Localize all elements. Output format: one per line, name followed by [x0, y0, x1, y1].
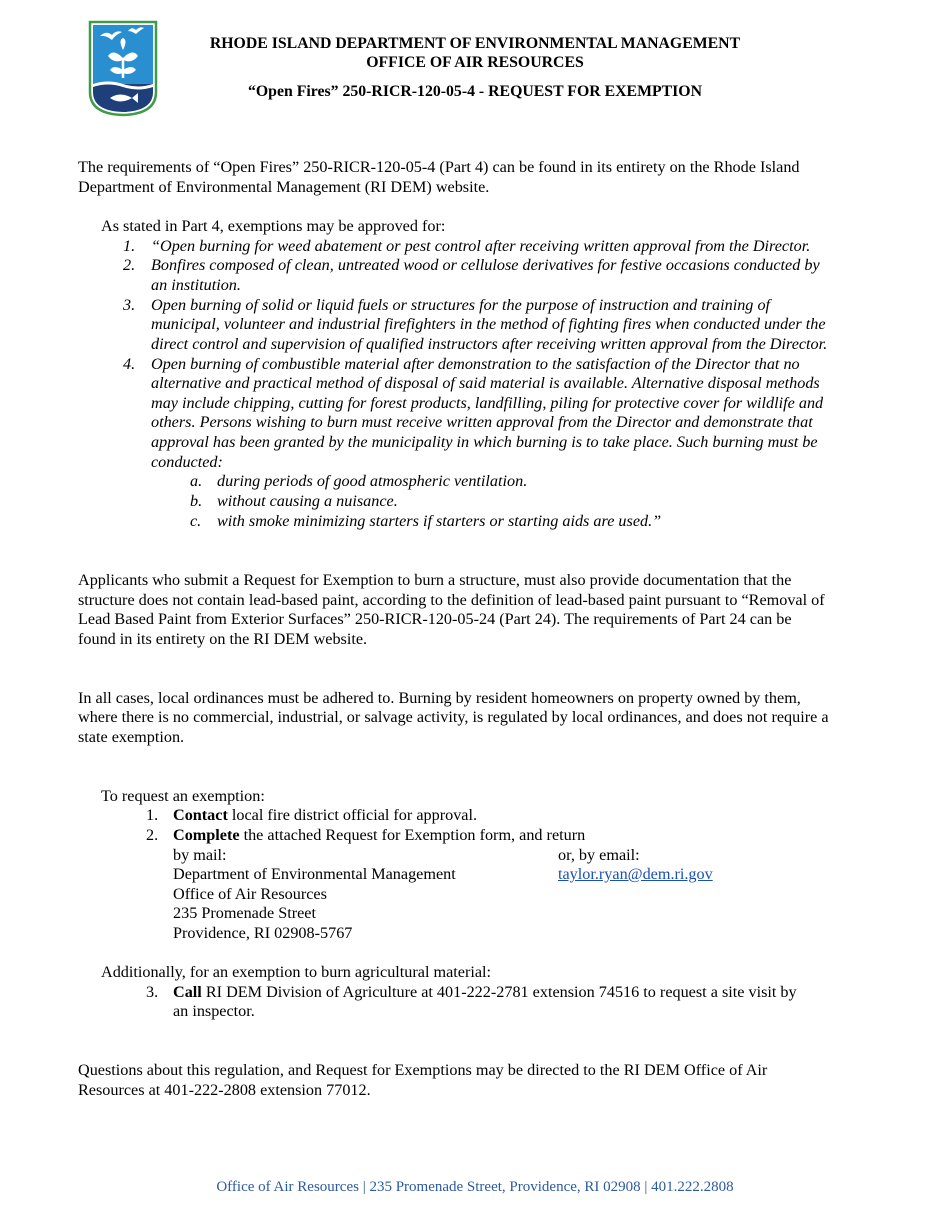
mail-address-line: Providence, RI 02908-5767 — [173, 924, 353, 942]
org-name-line2: OFFICE OF AIR RESOURCES — [366, 54, 584, 71]
step-2-text: the attached Request for Exemption form, and return — [239, 826, 586, 844]
lead-paint-line: found in its entirety on the RI DEM website. — [78, 630, 368, 648]
questions-line-2: Resources at 401-222-2808 extension 77012. — [78, 1081, 371, 1099]
email-link[interactable]: taylor.ryan@dem.ri.gov — [558, 865, 713, 883]
exemption-3-line: municipal, volunteer and industrial firefighters in the method of fighting fires when conducted under the — [151, 315, 826, 333]
lead-paint-line: Lead Based Paint from Exterior Surfaces” 250-RICR-120-05-24 (Part 24). The requirements of Part 24 can be — [78, 610, 792, 628]
subitem-letter: b. — [190, 492, 203, 510]
step-1 — [173, 806, 477, 826]
document-title: “Open Fires” 250-RICR-120-05-4 - REQUEST FOR EXEMPTION — [247, 83, 703, 100]
mail-address-line: Office of Air Resources — [173, 885, 327, 903]
exemption-4-line: may include chipping, cutting for forest products, landfilling, piling for protective cover for wildlife and — [151, 394, 824, 412]
local-ordinance-line: In all cases, local ordinances must be adhered to. Burning by resident homeowners on property owned by them, — [78, 689, 801, 707]
subitem-text: during periods of good atmospheric ventilation. — [217, 472, 528, 490]
step-number: 2. — [146, 826, 159, 844]
exemption-4-line: alternative and practical method of disposal of said material is available. Alternative disposal methods — [151, 374, 820, 392]
exemption-2-line: Bonfires composed of clean, untreated wood or cellulose derivatives for festive occasions conducted by — [151, 256, 820, 274]
exemption-4-line: others. Persons wishing to burn must receive written approval from the Director and demonstrate that — [151, 413, 813, 431]
exemption-2-line: an institution. — [151, 276, 241, 294]
subitem-letter: a. — [190, 472, 203, 490]
step-1-verb: Contact — [173, 806, 228, 824]
mail-address-line: 235 Promenade Street — [173, 904, 316, 922]
exemption-4-line: Open burning of combustible material after demonstration to the satisfaction of the Director that no — [151, 355, 800, 373]
email-label: or, by email: — [558, 846, 640, 864]
exemption-number: 1. — [123, 237, 136, 255]
exemption-number: 2. — [123, 256, 136, 274]
step-3-line2: an inspector. — [173, 1002, 255, 1020]
step-3-text: RI DEM Division of Agriculture at 401-222-2781 extension 74516 to request a site visit by — [201, 983, 797, 1001]
step-1-text: local fire district official for approval. — [227, 806, 478, 824]
exemption-number: 4. — [123, 355, 136, 373]
exemption-3-line: direct control and supervision of qualified instructors after receiving written approval from the Director. — [151, 335, 828, 353]
exemption-4-line: conducted: — [151, 453, 223, 471]
lead-paint-line: Applicants who submit a Request for Exemption to burn a structure, must also provide documentation that the — [78, 571, 792, 589]
step-number: 1. — [146, 806, 159, 824]
intro-line-1: The requirements of “Open Fires” 250-RICR-120-05-4 (Part 4) can be found in its entirety on the Rhode Island — [78, 158, 800, 176]
agri-lead: Additionally, for an exemption to burn agricultural material: — [101, 963, 492, 981]
local-ordinance-line: state exemption. — [78, 728, 185, 746]
subitem-text: with smoke minimizing starters if starters or starting aids are used.” — [217, 512, 662, 530]
local-ordinance-line: where there is no commercial, industrial, or salvage activity, is regulated by local ordinances, and does not require a — [78, 708, 829, 726]
step-2 — [173, 826, 585, 846]
step-3-verb: Call — [173, 983, 202, 1001]
email-link-wrap — [558, 865, 713, 885]
exemptions-lead: As stated in Part 4, exemptions may be approved for: — [101, 217, 446, 235]
footer-contact: Office of Air Resources | 235 Promenade Street, Providence, RI 02908 | 401.222.2808 — [216, 1179, 734, 1195]
subitem-text: without causing a nuisance. — [217, 492, 398, 510]
exemption-1-line: “Open burning for weed abatement or pest control after receiving written approval from the Director. — [151, 237, 811, 255]
intro-line-2: Department of Environmental Management (RI DEM) website. — [78, 178, 490, 196]
questions-line-1: Questions about this regulation, and Request for Exemptions may be directed to the RI DEM Office of Air — [78, 1061, 768, 1079]
lead-paint-line: structure does not contain lead-based paint, according to the definition of lead-based paint pursuant to “Removal of — [78, 591, 825, 609]
exemption-4-line: approval has been granted by the municipality in which burning is to take place. Such burning must be — [151, 433, 818, 451]
step-2-verb: Complete — [173, 826, 240, 844]
exemption-number: 3. — [123, 296, 136, 314]
org-name-line1: RHODE ISLAND DEPARTMENT OF ENVIRONMENTAL MANAGEMENT — [209, 35, 741, 52]
exemption-3-line: Open burning of solid or liquid fuels or structures for the purpose of instruction and training of — [151, 296, 771, 314]
subitem-letter: c. — [190, 512, 202, 530]
step-3 — [173, 983, 797, 1003]
mail-address-line: Department of Environmental Management — [173, 865, 456, 883]
request-lead: To request an exemption: — [101, 787, 265, 805]
step-number: 3. — [146, 983, 159, 1001]
mail-label: by mail: — [173, 846, 227, 864]
